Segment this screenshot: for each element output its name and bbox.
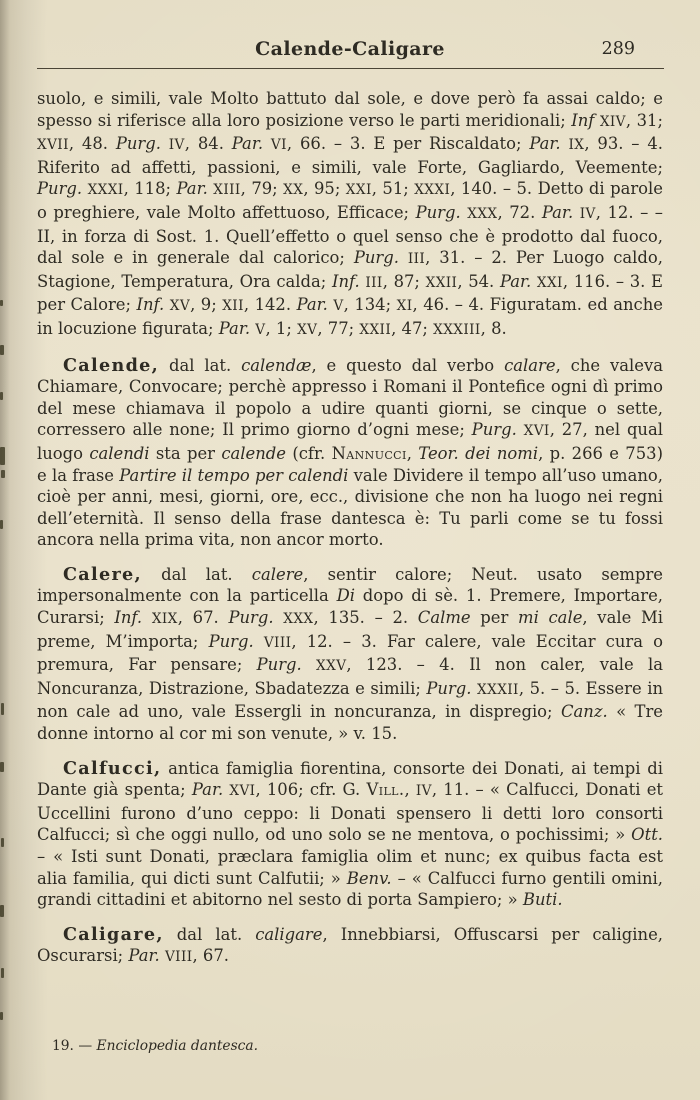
text-run: XIX [151,611,178,628]
entry-headword: Calende, [63,354,160,376]
text-run: Purg. [228,608,284,628]
entry-caldo-continuation [37,88,663,342]
text-run: , 11. – « Calfucci, Donati et Uccellini furono d’uno ceppo: li Donati spensero li detti loro consorti Calfucci; sì che oggi nullo, od uno solo se ne mentova, o pochissimi; » [37,780,663,845]
text-run: Par. [499,271,537,291]
scan-artifact [1,838,4,847]
text-run: Par. [128,946,165,966]
text-run: – « Isti sunt Donati, præclara famiglia olim et nunc; ex quibus facta est alia familia, qui dicti sunt Calfutii; » [37,847,663,888]
text-run: Canz. [560,702,608,722]
text-run: XVII [37,137,69,154]
scan-artifact [0,905,4,917]
text-run: Purg. [115,134,169,154]
text-run: mi cale [518,608,583,628]
text-run: , p. 266 e 753) e la frase [37,443,663,485]
text-run: , 134; [343,295,397,315]
text-run: sta per [149,443,222,463]
text-run: , 31; [625,110,663,130]
text-run: V [333,298,344,315]
text-run: , 142. [243,295,297,315]
text-run: Par. [296,295,334,315]
text-run: – « Calfucci furno gentili omini, grandi cittadini et abitorno nel sesto di porta Sampiero; » [37,868,663,910]
scan-artifact [0,345,4,355]
text-run: , 135. – 2. [313,608,418,628]
running-title: Calende-Caligare [255,38,445,60]
text-run: Partire il tempo per calendi [119,465,349,485]
text-run: , 93. – 4. Riferito ad affetti, passioni, e simili, vale Forte, Gagliardo, Veemente; [37,134,663,177]
entry-headword: Calfucci, [63,757,162,779]
text-run: , 79; [240,179,284,199]
text-run: XII [222,298,244,315]
text-run: V [255,321,266,338]
text-run: , 46. – 4. Figuratam. ed anche in locuzione figurata; [37,295,663,338]
text-run: XIII [213,182,241,199]
scan-artifact [1,703,4,715]
text-run: vale Dividere il tempo all’uso umano, cioè per anni, mesi, giorni, ore, ecc., divisione che non ha luogo nei regni dell’eternità. Il senso della frase dantesca è: Tu parli come se tu fossi ancora nella prima vita, non ancor morto. [37,465,663,550]
text-run: , 9; [190,295,223,315]
text-run: Inf. [136,295,170,315]
text-run: XV [297,321,318,338]
page-number: 289 [601,39,635,59]
text-run: , 106; cfr. G. [255,780,367,800]
text-run: 19. — [52,1038,97,1054]
scan-artifact [0,762,4,772]
text-run: Purg. [208,631,264,651]
text-run: antica famiglia fiorentina, consorte dei Donati, ai tempi di Dante già spenta; [37,758,663,800]
text-run: VI [270,137,287,154]
text-run: XXI [345,182,372,199]
text-run: , 47; [391,318,434,338]
text-run: , 67. [192,946,229,966]
text-run: calendæ [241,355,312,375]
text-run: Par. [218,318,256,338]
text-run: , 87; [382,271,426,291]
text-run: calare [504,355,556,375]
text-run: , 54. [457,271,500,291]
text-run: , 118; [123,179,177,199]
text-run: XIV [599,113,626,130]
scan-artifact [0,1012,3,1020]
text-run: suolo, e simili, vale Molto battuto dal sole, e dove però fa assai caldo; e spesso si riferisce alla loro posizione verso le parti meridionali; [37,89,663,130]
text-run: , sentir calore; Neut. usato sempre impersonalmente con la particella [37,564,664,606]
text-run: XXXIII [433,321,481,338]
text-run: XX [283,182,304,199]
text-run: , Innebbiarsi, Offuscarsi per caligine, Oscurarsi; [37,924,663,966]
text-run: XXV [316,658,347,675]
text-run: XXII [425,274,458,291]
text-run: XI [396,298,413,315]
text-run: Purg. [471,420,524,440]
scan-artifact [0,447,5,465]
text-run: , 51; [371,179,415,199]
text-run: , che valeva Chiamare, Convocare; perchè appresso i Romani il Pontefice ogni dì primo del mese chiamava il popolo a udire quanti giorni, se cinque o sette, corressero alle none; Il primo giorno d’ogni mese; [37,355,663,440]
text-run: Purg. [37,179,88,199]
entry-calere [37,564,663,745]
text-run: XXX [283,611,314,628]
text-run: Par. [541,202,580,222]
text-run: XVI [523,423,550,440]
text-run: , 67. [177,608,229,628]
footer-note [52,1038,258,1054]
text-run: , 5. – 5. Essere in non cale ad uno, vale Essergli in noncuranza, in dispregio; [37,678,663,722]
text-run: , 48. [68,134,116,154]
text-run: , 95; [303,179,346,199]
text-run: calendi [89,443,150,463]
text-run: , 72. [497,202,542,222]
text-run: dal lat. [141,564,252,584]
entry-caligare [37,924,663,969]
text-run: Inf. [332,271,366,291]
text-run: Purg. [353,248,408,268]
scan-artifact [1,968,4,978]
text-run: Par. [191,780,230,800]
text-run: III [407,251,426,268]
text-run: VIII [164,949,193,966]
page-footer [52,1038,258,1054]
text-run: (cfr. [286,443,332,463]
text-run: IV [415,783,432,800]
text-run: Di [336,586,355,606]
text-run: III [365,274,383,291]
text-run: XXX [467,205,498,222]
entry-headword: Calere, [63,563,142,585]
text-run: per [470,608,519,628]
text-run: , e questo dal verbo [311,355,505,375]
text-run: Purg. [415,202,468,222]
text-run: XXXII [477,681,519,698]
text-run: Inf [571,110,600,130]
text-run: Par. [231,134,271,154]
text-run: Vill. [366,780,405,800]
text-run: dal lat. [163,924,256,944]
text-run: Purg. [256,655,317,675]
page-body [37,88,663,969]
text-run: , 27, nel qual luogo [37,420,664,463]
text-run: Teor. dei nomi [418,443,539,463]
text-run: , [404,780,416,800]
text-run: caligare [255,924,323,944]
text-run: Benv. [346,868,392,888]
text-run: VIII [263,634,292,651]
text-run: , 1; [265,318,298,338]
text-run: Ott. [631,825,663,845]
text-run: Inf. [114,608,152,628]
text-run: , 66. – 3. E per Riscaldato; [286,134,530,154]
text-run: Calme [417,608,471,628]
text-run: XXI [536,274,563,291]
text-run: calende [221,443,286,463]
entry-headword: Caligare, [63,923,164,945]
text-run: XXXI [414,182,451,199]
text-run: , [406,443,419,463]
text-run: Par. [176,179,214,199]
text-run: , vale Mi preme, M’importa; [37,608,663,651]
text-run: Enciclopedia dantesca. [96,1038,258,1054]
text-run: , 77; [317,318,360,338]
scan-artifact [1,470,5,478]
scan-artifact [0,520,3,529]
text-run: Nannucci [331,443,407,463]
text-run: XV [169,298,191,315]
text-run: XXXI [87,182,124,199]
scan-artifact [0,392,3,400]
text-run: , 84. [184,134,232,154]
text-run: Purg. [426,678,478,698]
text-run: , 8. [480,318,507,338]
text-run: , 12. – – II, in forza di Sost. 1. Quell’effetto o quel senso che è prodotto dal fuoco, dal sole e in generale dal calorico; [37,202,663,268]
text-run: , 31. – 2. Per Luogo caldo, Stagione, Temperatura, Ora calda; [37,248,663,291]
header-rule [37,68,664,69]
text-run: IX [568,137,585,154]
text-run: « Tre donne intorno al cor mi son venute, » v. 15. [37,702,663,744]
text-run: Buti. [522,890,563,910]
text-run: dopo di sè. 1. Premere, Importare, Curarsi; [37,586,663,628]
page-header [37,38,663,60]
text-run: calere [251,564,304,584]
text-run: , 140. – 5. Detto di parole o preghiere, vale Molto affettuoso, Efficace; [37,179,663,222]
scan-artifact [0,300,3,306]
text-run: dal lat. [159,355,242,375]
text-run: , 12. – 3. Far calere, vale Eccitar cura o premura, Far pensare; [37,631,663,675]
text-run: XXII [359,321,392,338]
text-run: XVI [229,783,256,800]
entry-calfucci [37,758,663,911]
text-run: , 116. – 3. E per Calore; [37,271,663,315]
text-run: , 123. – 4. Il non caler, vale la Noncuranza, Distrazione, Sbadatezza e simili; [37,655,663,698]
entry-calende [37,355,663,551]
text-run: Par. [529,134,569,154]
text-run: IV [579,205,596,222]
text-run: IV [168,137,185,154]
